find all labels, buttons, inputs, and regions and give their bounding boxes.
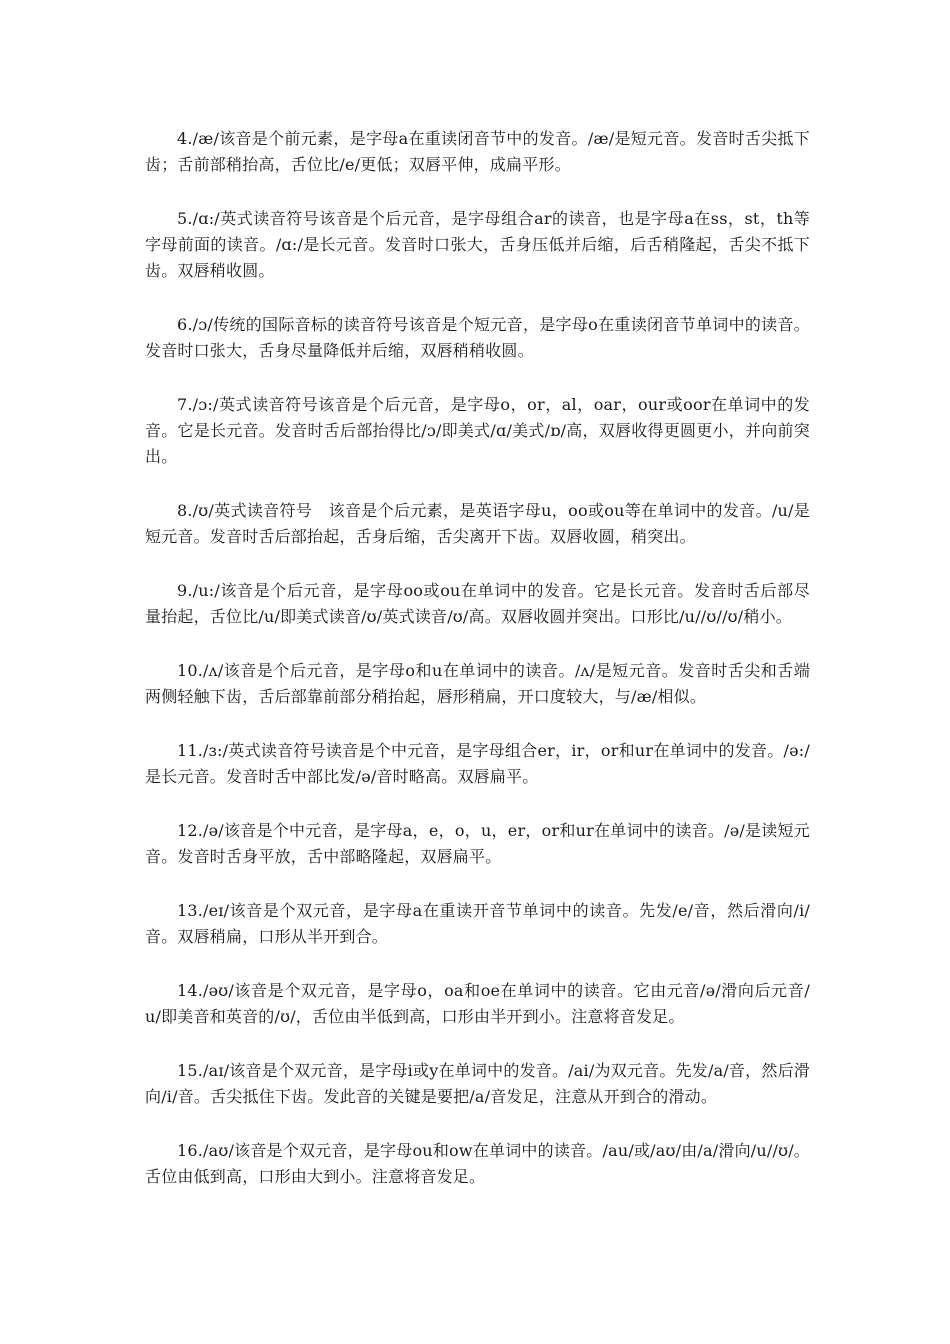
paragraph-vowel-12: 12./ə/该音是个中元音，是字母a，e，o，u，er，or和ur在单词中的读音。/ə/是读短元音。发音时舌身平放，舌中部略隆起，双唇扁平。 xyxy=(145,821,810,866)
paragraph-vowel-4: 4./æ/该音是个前元素，是字母a在重读闭音节中的发音。/æ/是短元音。发音时舌尖抵下齿；舌前部稍抬高，舌位比/e/更低；双唇平伸，成扁平形。 xyxy=(145,129,810,174)
paragraph-vowel-8: 8./ʊ/英式读音符号 该音是个后元素，是英语字母u，oo或ou等在单词中的发音。/u/是短元音。发音时舌后部抬起，舌身后缩，舌尖离开下齿。双唇收圆，稍突出。 xyxy=(145,501,810,546)
paragraph-vowel-10: 10./ʌ/该音是个后元音，是字母o和u在单词中的读音。/ʌ/是短元音。发音时舌尖和舌端两侧轻触下齿，舌后部靠前部分稍抬起，唇形稍扁，开口度较大，与/æ/相似。 xyxy=(145,661,810,706)
paragraph-vowel-13: 13./eɪ/该音是个双元音，是字母a在重读开音节单词中的读音。先发/e/音，然后滑向/i/音。双唇稍扁，口形从半开到合。 xyxy=(145,901,810,946)
paragraph-vowel-6: 6./ɔ/传统的国际音标的读音符号该音是个短元音，是字母o在重读闭音节单词中的读音。发音时口张大，舌身尽量降低并后缩，双唇稍稍收圆。 xyxy=(145,315,810,360)
document-body xyxy=(145,126,810,1218)
paragraph-vowel-11: 11./ɜ:/英式读音符号读音是个中元音，是字母组合er，ir，or和ur在单词中的发音。/ə:/是长元音。发音时舌中部比发/ə/音时略高。双唇扁平。 xyxy=(145,741,810,786)
paragraph-vowel-14: 14./əʊ/该音是个双元音，是字母o，oa和oe在单词中的读音。它由元音/ə/滑向后元音/u/即美音和英音的/ʊ/，舌位由半低到高，口形由半开到小。注意将音发足。 xyxy=(145,981,810,1026)
paragraph-vowel-16: 16./aʊ/该音是个双元音，是字母ou和ow在单词中的读音。/au/或/aʊ/由/a/滑向/u//ʊ/。舌位由低到高，口形由大到小。注意将音发足。 xyxy=(145,1141,810,1186)
paragraph-vowel-7: 7./ɔ:/英式读音符号该音是个后元音，是字母o，or，al，oar，our或oor在单词中的发音。它是长元音。发音时舌后部抬得比/ɔ/即美式/ɑ/美式/ɒ/高，双唇收得更圆更小，并向前突出。 xyxy=(145,395,810,466)
paragraph-vowel-15: 15./aɪ/该音是个双元音，是字母i或y在单词中的发音。/ai/为双元音。先发/a/音，然后滑向/i/音。舌尖抵住下齿。发此音的关键是要把/a/音发足，注意从开到合的滑动。 xyxy=(145,1061,810,1106)
paragraph-vowel-9: 9./u:/该音是个后元音，是字母oo或ou在单词中的发音。它是长元音。发音时舌后部尽量抬起，舌位比/u/即美式读音/ʊ/英式读音/ʊ/高。双唇收圆并突出。口形比/u//ʊ//ʊ/稍小。 xyxy=(145,581,810,626)
paragraph-vowel-5: 5./ɑ:/英式读音符号该音是个后元音，是字母组合ar的读音，也是字母a在ss，st，th等字母前面的读音。/ɑ:/是长元音。发音时口张大，舌身压低并后缩，后舌稍隆起，舌尖不抵下齿。双唇稍收圆。 xyxy=(145,209,810,280)
